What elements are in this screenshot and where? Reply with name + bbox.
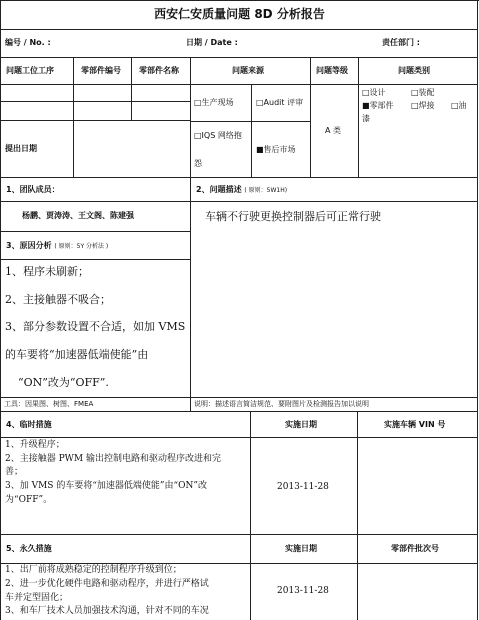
tools-note: 工具：因果图、树图、FMEA xyxy=(4,400,94,408)
section4-title: 4、临时措施 xyxy=(6,420,52,429)
category-oil-cont: 漆 xyxy=(362,114,370,123)
col-header-part-name: 零部件名称 xyxy=(139,66,179,75)
rule-under-matrix xyxy=(0,177,478,178)
source-market[interactable]: ■售后市场 xyxy=(256,145,296,154)
temp-measure-line-3: 善； xyxy=(5,467,24,477)
col-header-station: 问题工位工序 xyxy=(6,66,54,75)
cause-line-2: 2、主接触器不吸合； xyxy=(5,293,111,306)
rule-under-sec3-title xyxy=(0,259,190,260)
col-header-source: 问题来源 xyxy=(232,66,264,75)
section1-title: 1、团队成员： xyxy=(6,185,60,194)
section4-date-value: 2013-11-28 xyxy=(277,482,329,492)
dept-label: 责任部门 : xyxy=(382,38,420,47)
rule-under-sec1-title xyxy=(0,201,478,202)
section5-title: 5、永久措施 xyxy=(6,544,52,553)
rule-above-sec4 xyxy=(0,411,478,412)
col-header-category: 问题类别 xyxy=(398,66,430,75)
sec4-col-b xyxy=(357,411,358,620)
section4-vin-header: 实施车辆 VIN 号 xyxy=(384,420,446,429)
number-label: 编号 / No. : xyxy=(5,38,51,47)
section2-title xyxy=(196,185,287,195)
rule-under-members xyxy=(0,231,190,232)
cause-line-3: 3、部分参数设置不合适，如加 VMS xyxy=(5,320,186,333)
category-assembly[interactable]: □装配 xyxy=(411,88,435,97)
section3-title-text: 3、原因分析 xyxy=(6,241,52,250)
temp-measure-line-5: 为“OFF”。 xyxy=(5,495,53,505)
col-line-5 xyxy=(358,57,359,177)
col-line-2 xyxy=(131,57,132,121)
grade-value: A 类 xyxy=(325,126,342,135)
temp-measure-line-4: 3、加 VMS 的车要将“加速器低端使能”由“ON”改 xyxy=(5,481,207,491)
category-design[interactable]: □设计 xyxy=(362,88,386,97)
rule-under-sec5-title xyxy=(0,563,478,564)
section3-title xyxy=(6,241,108,251)
section5-date-header: 实施日期 xyxy=(285,544,317,553)
temp-measure-line-1: 1、升级程序； xyxy=(5,440,65,450)
rule-source-mid xyxy=(190,121,310,122)
section5-batch-header: 零部件批次号 xyxy=(391,544,439,553)
source-iqs-cont: 怨 xyxy=(194,159,202,168)
col-line-1 xyxy=(73,57,74,121)
rule-row-b xyxy=(0,120,190,121)
frame-top xyxy=(0,0,479,1)
date-label: 日期 / Date : xyxy=(186,38,238,47)
category-oil[interactable]: □油 xyxy=(451,101,467,110)
frame-right xyxy=(477,0,478,620)
perm-measure-line-4: 3、和车厂技术人员加强技术沟通，针对不同的车况 xyxy=(5,606,209,616)
cause-line-1: 1、程序未刷新； xyxy=(5,265,89,278)
source-iqs[interactable]: □IQS 网络抱 xyxy=(194,131,242,140)
col-line-4 xyxy=(310,57,311,177)
source-production[interactable]: □生产现场 xyxy=(194,98,234,107)
source-audit[interactable]: □Audit 评审 xyxy=(256,98,304,107)
rule-row-a xyxy=(0,101,190,102)
section2-title-text: 2、问题描述 xyxy=(196,185,242,194)
col-line-3 xyxy=(190,57,191,411)
section5-date-value: 2013-11-28 xyxy=(277,586,329,596)
source-divider xyxy=(251,84,252,177)
cause-line-4: 的车要将“加速器低端使能”由 xyxy=(5,348,149,361)
rule-under-sec4-title xyxy=(0,437,478,438)
rule-under-title xyxy=(0,29,478,30)
category-part[interactable]: ■零部件 xyxy=(362,101,394,110)
perm-measure-line-2: 2、进一步优化硬件电路和驱动程序，并进行严格试 xyxy=(5,579,209,589)
col-header-part-no: 零部件编号 xyxy=(81,66,121,75)
rule-above-tools xyxy=(0,397,478,398)
perm-measure-line-1: 1、出厂前将成熟稳定的控制程序升级到位； xyxy=(5,565,182,575)
explain-note: 说明：描述语言简洁规范、要附图片及检测报告加以说明 xyxy=(194,400,369,408)
report-title: 西安仁安质量问题 8D 分析报告 xyxy=(154,7,325,21)
section2-note: ( 原则：5W1H) xyxy=(244,187,288,194)
rule-under-header xyxy=(0,57,478,58)
rule-above-sec5 xyxy=(0,534,478,535)
submit-date-divider xyxy=(73,120,74,177)
temp-measure-line-2: 2、主接触器 PWM 输出控制电路和驱动程序改进和完 xyxy=(5,454,221,464)
col-header-grade: 问题等级 xyxy=(316,66,348,75)
team-members: 杨鹏、贾涛涛、王文阁、陈建强 xyxy=(22,211,134,220)
perm-measure-line-3: 车并定型固化； xyxy=(5,593,69,603)
category-weld[interactable]: □焊接 xyxy=(411,101,435,110)
frame-left xyxy=(0,0,1,620)
section3-note: ( 原则：5Y 分析法 ) xyxy=(54,243,109,250)
sec4-col-a xyxy=(250,411,251,620)
rule-under-columns xyxy=(0,84,478,85)
cause-line-5: “ON”改为“OFF”. xyxy=(18,376,109,389)
submit-date-label: 提出日期 xyxy=(5,144,37,153)
problem-description: 车辆不行驶更换控制器后可正常行驶 xyxy=(205,210,381,223)
section4-date-header: 实施日期 xyxy=(285,420,317,429)
